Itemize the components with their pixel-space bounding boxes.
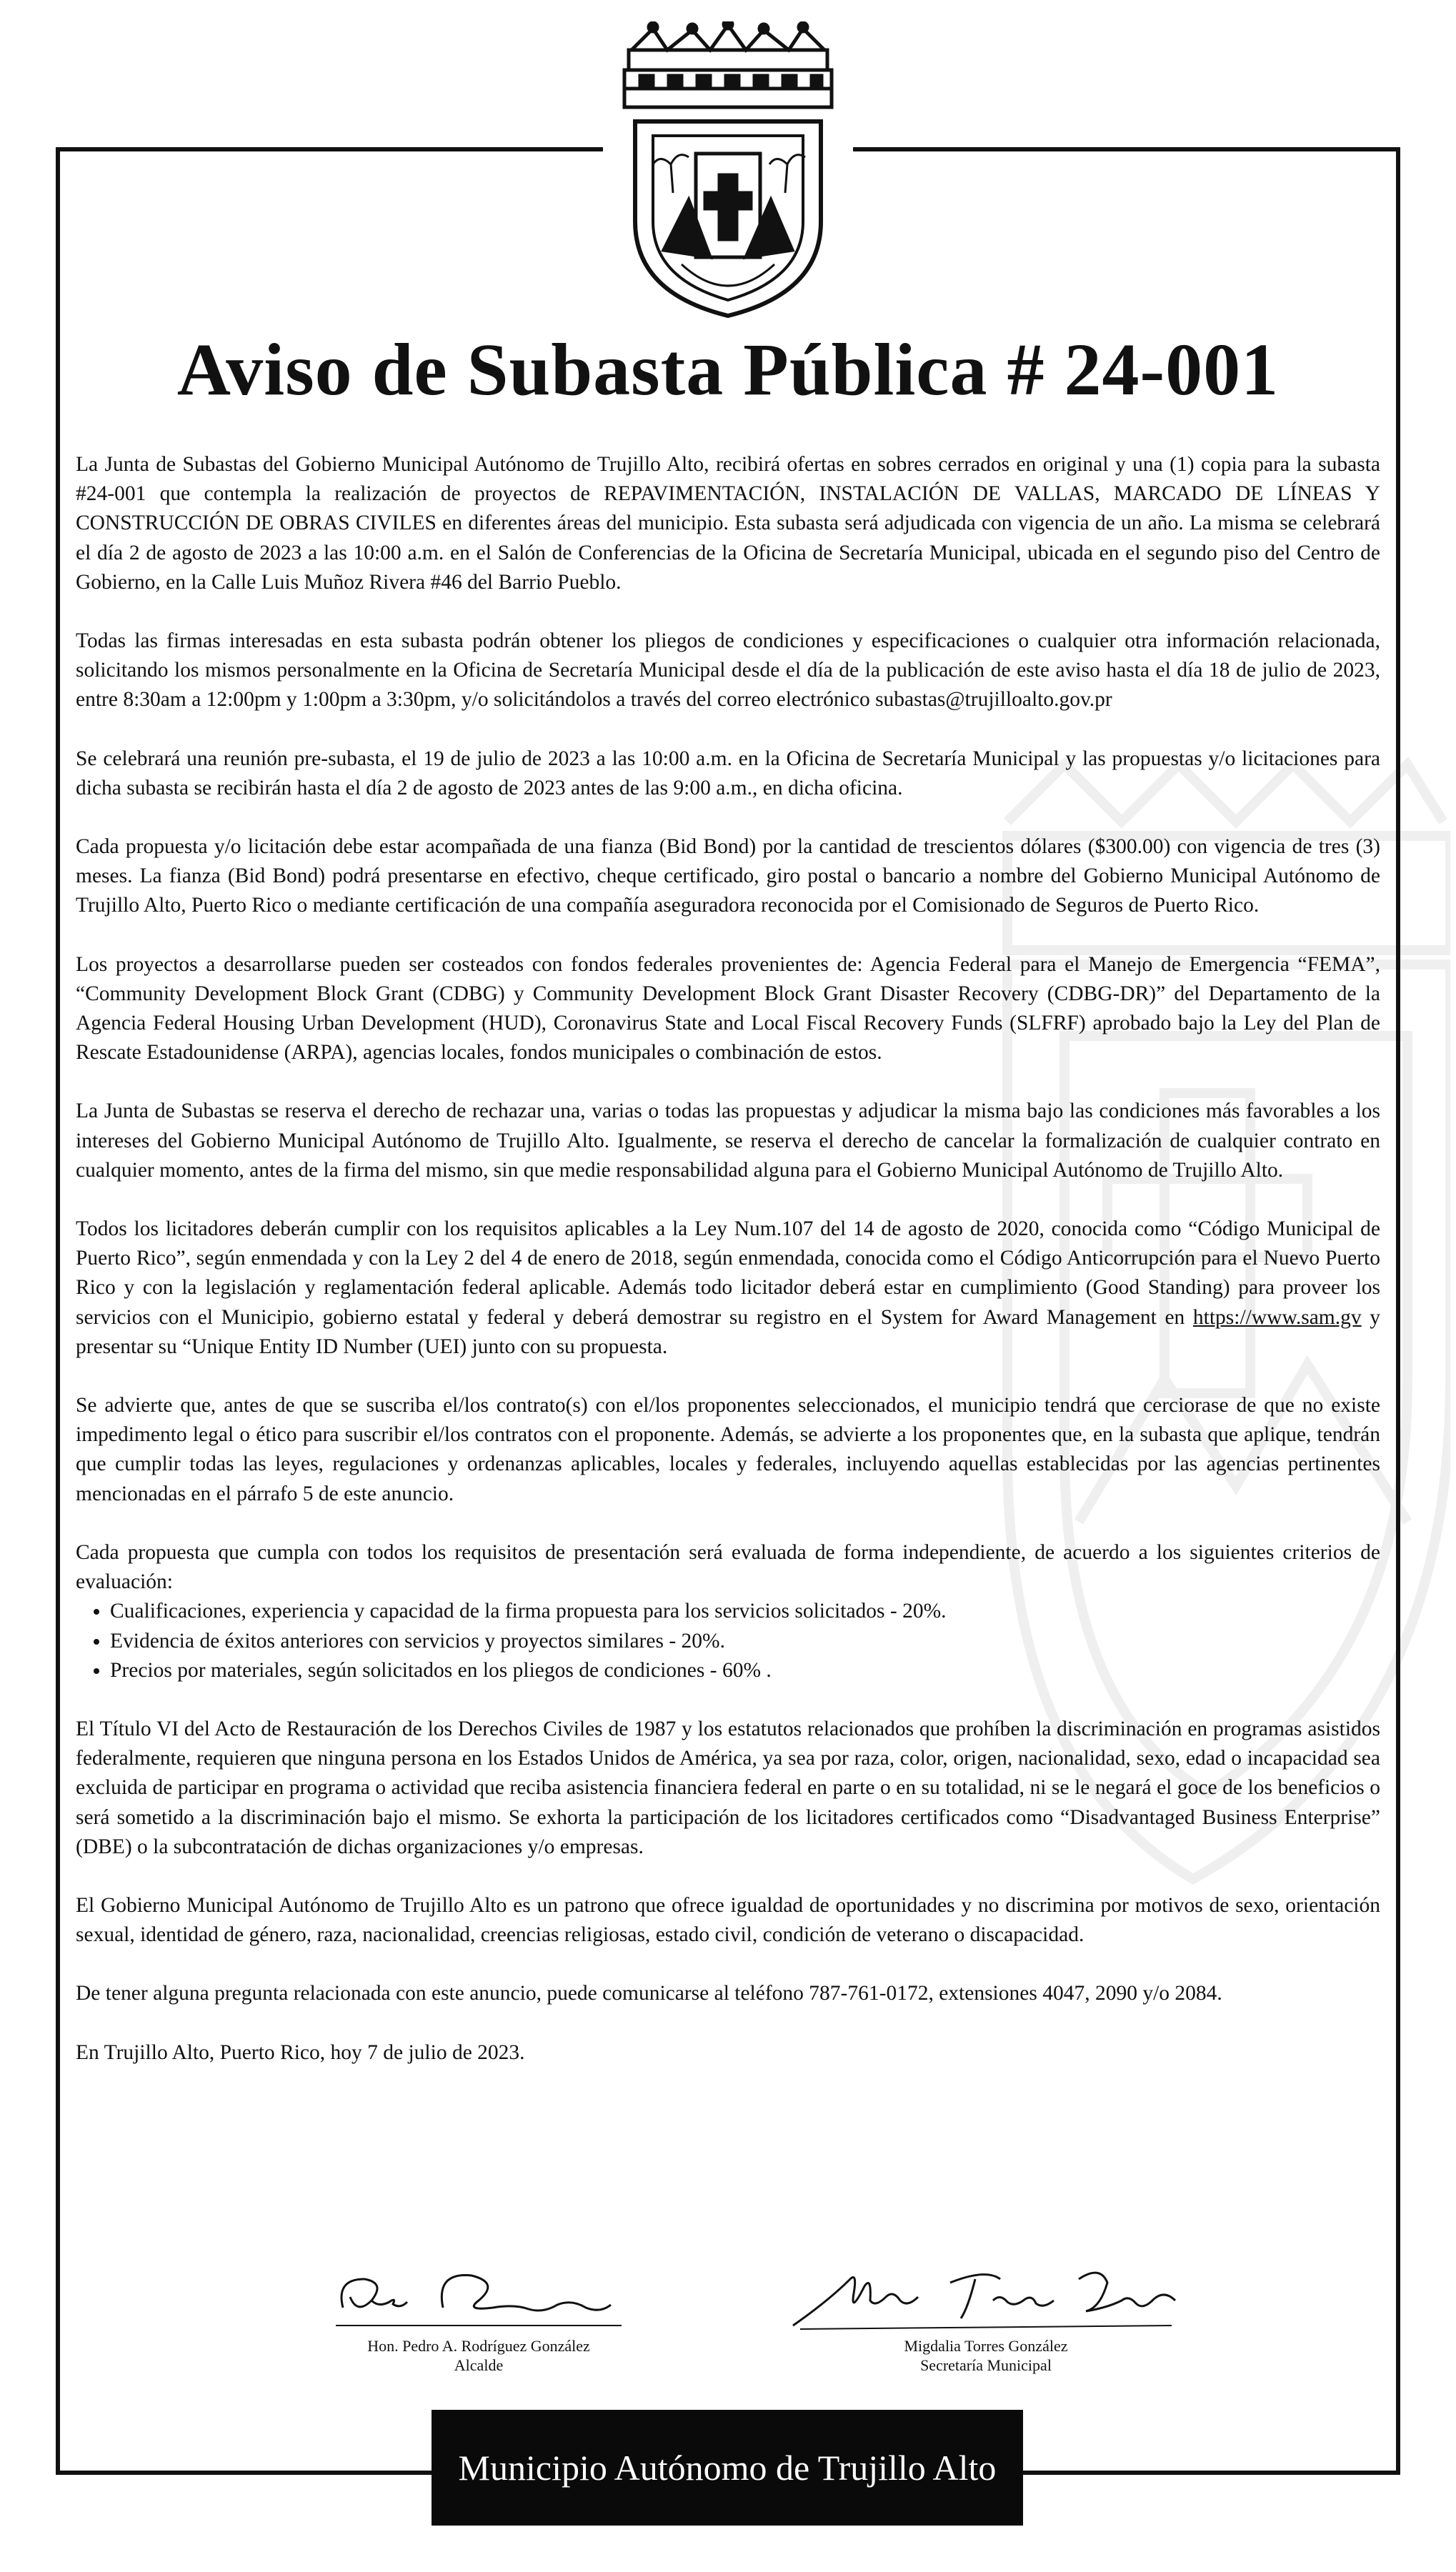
signer-2-name: Migdalia Torres González <box>904 2337 1068 2355</box>
footer-banner: Municipio Autónomo de Trujillo Alto <box>432 2410 1023 2526</box>
signature-mayor-icon <box>329 2258 629 2336</box>
paragraph-8: Se advierte que, antes de que se suscriba el/los contrato(s) con el/los proponentes seleccionados, el municipio tendrá que cerciorase de que no existe impedimento legal o ético para suscribir el/los contratos con el proponente. Además, se advierte a los proponentes que, en la subasta que aplique, tendrán que cumplir todas las leyes, regulaciones y ordenanzas aplicables, locales y federales, incluyendo aquellas establecidas por las agencias pertinentes mencionadas en el párrafo 5 de este anuncio. <box>76 1394 1380 1505</box>
signature-secretary <box>786 2258 1186 2375</box>
paragraph-11: El Gobierno Municipal Autónomo de Trujillo Alto es un patrono que ofrece igualdad de oportunidades y no discrimina por motivos de sexo, orientación sexual, identidad de género, raza, nacionalidad, creencias religiosas, estado civil, condición de veterano o discapacidad. <box>76 1893 1380 1947</box>
paragraph-2: Todas las firmas interesadas en esta subasta podrán obtener los pliegos de condiciones y especificaciones o cualquier otra información relacionada, solicitando los mismos personalmente en la Oficina de Secretaría Municipal desde el día de la publicación de este aviso hasta el día 18 de julio de 2023, entre 8:30am a 12:00pm y 1:00pm a 3:30pm, y/o solicitándolos a través del correo electrónico subastas@trujilloalto.gov.pr <box>76 629 1380 712</box>
paragraph-7 <box>76 1215 1380 1362</box>
signature-secretary-icon <box>786 2258 1186 2336</box>
paragraph-12: De tener alguna pregunta relacionada con este anuncio, puede comunicarse al teléfono 787-761-0172, extensiones 4047, 2090 y/o 2084. <box>76 1982 1222 2005</box>
paragraph-7-text-end: y presentar su “Unique Entity ID Number (UEI) junto con su propuesta. <box>76 1305 1380 1358</box>
criteria-item: • Evidencia de éxitos anteriores con servicios y proyectos similares - 20%. <box>110 1627 1380 1656</box>
criteria-item: • Precios por materiales, según solicitados en los pliegos de condiciones - 60% . <box>110 1656 1380 1685</box>
sam-link[interactable]: https://www.sam.gv <box>1192 1305 1362 1329</box>
paragraph-4: Cada propuesta y/o licitación debe estar acompañada de una fianza (Bid Bond) por la cantidad de trescientos dólares ($300.00) con vigencia de tres (3) meses. La fianza (Bid Bond) podrá presentarse en efectivo, cheque certificado, giro postal o bancario a nombre del Gobierno Municipal Autónomo de Trujillo Alto, Puerto Rico o mediante certificación de una compañía aseguradora reconocida por el Comisionado de Seguros de Puerto Rico. <box>76 835 1380 917</box>
paragraph-10: El Título VI del Acto de Restauración de los Derechos Civiles de 1987 y los estatutos relacionados que prohíben la discriminación en programas asistidos federalmente, requieren que ninguna persona en los Estados Unidos de América, ya sea por raza, color, origen, nacionalidad, sexo, edad o incapacidad sea excluida de participar en programa o actividad que reciba asistencia financiera federal en parte o en su totalidad, ni se le negará el goce de los beneficios o será sometido a la discriminación bajo el mismo. Se exhorta la participación de los licitadores certificados como “Disadvantaged Business Enterprise” (DBE) o la subcontratación de dichas organizaciones y/o empresas. <box>76 1717 1380 1858</box>
municipal-crest-icon <box>603 21 853 322</box>
paragraph-1: La Junta de Subastas del Gobierno Municipal Autónomo de Trujillo Alto, recibirá ofertas en sobres cerrados en original y una (1) copia para la subasta #24-001 que contempla la realización de proyectos de REPAVIMENTACIÓN, INSTALACIÓN DE VALLAS, MARCADO DE LÍNEAS Y CONSTRUCCIÓN DE OBRAS CIVILES en diferentes áreas del municipio. Esta subasta será adjudicada con vigencia de un año. La misma se celebrará el día 2 de agosto de 2023 a las 10:00 a.m. en el Salón de Conferencias de la Oficina de Secretaría Municipal, ubicada en el segundo piso del Centro de Gobierno, en la Calle Luis Muñoz Rivera #46 del Barrio Pueblo. <box>76 453 1380 594</box>
paragraph-13: En Trujillo Alto, Puerto Rico, hoy 7 de julio de 2023. <box>76 2040 525 2064</box>
signer-1-name: Hon. Pedro A. Rodríguez González <box>367 2337 590 2355</box>
signature-mayor <box>300 2258 657 2375</box>
criteria-intro: Cada propuesta que cumpla con todos los requisitos de presentación será evaluada de forma independiente, de acuerdo a los siguientes criterios de evaluación: <box>76 1540 1380 1594</box>
criteria-list <box>76 1597 1380 1685</box>
notice-body <box>76 450 1380 2097</box>
signer-1-role: Alcalde <box>454 2356 504 2374</box>
notice-title: Aviso de Subasta Pública # 24-001 <box>176 329 1280 411</box>
criteria-item: • Cualificaciones, experiencia y capacidad de la firma propuesta para los servicios solicitados - 20%. <box>110 1597 1380 1626</box>
paragraph-5: Los proyectos a desarrollarse pueden ser costeados con fondos federales provenientes de: Agencia Federal para el Manejo de Emergencia “FEMA”, “Community Development Block Grant (CDBG) y Community Development Block Grant Disaster Recovery (CDBG-DR)” del Departamento de la Agencia Federal Housing Urban Development (HUD), Coronavirus State and Local Fiscal Recovery Funds (SLFRF) aprobado bajo la Ley del Plan de Rescate Estadounidense (ARPA), agencias locales, fondos municipales o combinación de estos. <box>76 952 1380 1065</box>
signer-2-role: Secretaría Municipal <box>920 2356 1052 2374</box>
paragraph-7-text: Todos los licitadores deberán cumplir con los requisitos aplicables a la Ley Num.107 del 14 de agosto de 2020, conocida como “Código Municipal de Puerto Rico”, según enmendada y con la Ley 2 del 4 de enero de 2018, según enmendada, conocida como el Código Anticorrupción para el Nuevo Puerto Rico y con la legislación y reglamentación federal aplicable. Además todo licitador deberá estar en cumplimiento (Good Standing) para proveer los servicios con el Municipio, gobierno estatal y federal y deberá demostrar su registro en el System for Award Management en <box>76 1217 1380 1329</box>
paragraph-6: La Junta de Subastas se reserva el derecho de rechazar una, varias o todas las propuestas y adjudicar la misma bajo las condiciones más favorables a los intereses del Gobierno Municipal Autónomo de Trujillo Alto. Igualmente, se reserva el derecho de cancelar la formalización de cualquier contrato en cualquier momento, antes de la firma del mismo, sin que medie responsabilidad alguna para el Gobierno Municipal Autónomo de Trujillo Alto. <box>76 1100 1380 1182</box>
paragraph-3: Se celebrará una reunión pre-subasta, el 19 de julio de 2023 a las 10:00 a.m. en la Oficina de Secretaría Municipal y las propuestas y/o licitaciones para dicha subasta se recibirán hasta el día 2 de agosto de 2023 antes de las 9:00 a.m., en dicha oficina. <box>76 747 1380 799</box>
